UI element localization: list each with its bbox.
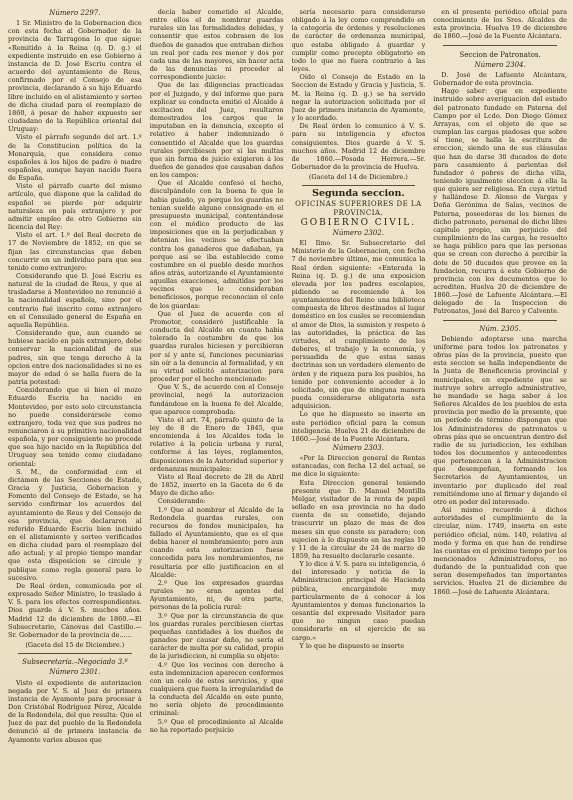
paragraph: Que el Alcalde confesó el hecho, disculpándolo con la buena fe que le habia guiado, ya porque los guardas no tenian sueldo alguno consignado en el presupuesto municipal, contentándose con el módico producto de las imposiciones que en la perjudicaban y detenian los vecinos se efectuaban contra los ganaderos que dañaban, ya porque así se iba establecido como costumbre en el pueblo desde muchos años atrás, autorizando el Ayuntamiento aquellas exacciones, admitidas por los vecinos que lo consideraban beneficiosos, porque reconocian el celo de los guardas: <box>149 179 284 310</box>
gazette-date: (Gaceta del 15 de Diciembre.) <box>25 641 125 650</box>
paragraph: Visto el art. 74, párrafo quinto de la ley de 8 de Enero de 1845, que encomienda á los Alcaldes toda lo relativo á la policía urbana y rural, conforme á las leyes, reglamentos, disposiciones de la Autoridad superior y ordenanzas municipales: <box>149 415 284 473</box>
subsection-heading: Subsecretaría.–Negociado 3.º <box>22 658 128 667</box>
paragraph: «Por la Direccion general de Rentas estancadas, con fecha 12 del actual, se me dice lo siguiente: <box>291 454 426 479</box>
paragraph: sería necesario para considerarse obligado á la ley como comprendido en la categoría de órdenes y resoluciones de carácter de ordenanza municipal, que estaba obligado á guardar y cumplir como precepto obligatorio en todo lo que no fuera contrario á las leyes. <box>291 8 426 74</box>
paragraph: 4.º Que los vecinos con derecho á esta indemnizacion aparecen conformes con un celo de estos servicios, y que cualquiera que fuera la irregularidad de la conducta del Alcalde en este punto, no sería objeto de procedimiento criminal: <box>149 660 284 718</box>
paragraph: Considerando que si bien el mozo Eduardo Escriu ha nacido en Montevideo, por esto solo circunstancia no puede considerársele como extranjero, toda vez que sus padres no renunciaron á su primitiva nacionalidad española, y por consiguiente no procede que sea hijo nacido en la República del Uruguay sea tenido como ciudadano oriental: <box>8 386 142 468</box>
paragraph: Debiendo adoptarse una marcha uniforme para todos los patronatos y obras pías de la provincia, puesto que esta seccion se halla independiente de la Junta de Beneficencia provincial y municipales, en expediente que se instruye sobre arreglo administrativo, he mandado se haga saber á los Señores Alcaldes de los pueblos de esta provincia por medio de la presente, que un período de término dispongan que los Administradores de patronatos u obras pías que se encuentran dentro del radio de su jurisdiccion, les exhiban todos los documentos y antecedentes que pertenezcan á la Administracion que desempeñan, formando los Secretarios de Ayuntamientos, un inventario por duplicado del real remitiéndome uno al firmar y dejando el otro en poder del interesado. <box>433 334 567 506</box>
paragraph: Oído el Consejo de Estado en la Seccion de Estado y Gracia y Justicia, S. M. la Reina (q. D. g.) se ha servido negar la autorizacion solicitada por el Juez de primera instancia de Ayamonte, y lo acordado. <box>291 73 426 123</box>
column-4 <box>433 8 567 792</box>
paragraph: Visto el párrafo segundo del art. 1.º de la Constitucion política de la Monarquía, que considera como españoles á los hijos de padre ó madre españoles, aunque hayan nacido fuera de España. <box>8 133 142 183</box>
paragraph: Que de las diligencias practicadas por el Juzgado, y del informe que para explicar su conducta emitió el Alcalde á excitacion del Juez, resultaron demostrados los cargos que le imputaban en la denuncia, excepto el relativo á haber indemnizado ó consentido el Alcalde que los guardas rurales percibiesen por sí las multas que sin forma de juicio exigieron á los dueños de ganados que causaban daños en los campos: <box>149 81 284 180</box>
section-title: Segunda seccion. <box>312 188 405 200</box>
paragraph: Considerando: <box>157 497 206 506</box>
paragraph: Considerando que D. José Escriu es natural de la ciudad de Reus, y que al trasladarse á Montevideo no renunció á la nacionalidad española, sino por el contrario fué inscrito como extranjero en el Consulado general de España en aquella República. <box>8 272 142 329</box>
column-3 <box>292 8 426 792</box>
article-number: Número 2301. <box>49 668 101 677</box>
article-number: Número 2303. <box>332 443 384 452</box>
article-number: Núm. 2305. <box>479 324 521 333</box>
paragraph: Esta Direccion general teniendo presente que D. Manuel Montilla Melgar, visitador de la renta de papel sellado en esa provincia no ha dado cuenta de su cometido, dejando trascurrir un plazo de mas de dos meses sin que conste su paradero; con sujecion á lo dispuesto en las reglas 10 y 11 de la circular de 24 de marzo de 1859, ha resuelto declararle cesante. <box>291 478 426 560</box>
article-number: Número 2302. <box>332 228 384 237</box>
divider <box>443 320 557 321</box>
paragraph: S. M., de conformidad con el dictámen de las Secciones de Estado, Gracia y Justicia, Gobernacion y Fomento del Consejo de Estado, se ha servido confirmar los acuerdos del ayuntamiento de Reus y del Consejo de esa provincia, que declararon al referido Eduardo Escriu bien incluido en el alistamiento y sorteo verificados en dicha ciudad para el reemplazo del año actual; y al propio tiempo mandar que esta disposicion se circule y publique como regla general para lo sucesivo. <box>8 467 142 582</box>
paragraph: Visto el art. 1.º del Real decreto de 17 de Noviembre de 1852, en que se fijan las circunstancias que deben concurrir en un individuo para que sea tenido como extranjero: <box>8 231 142 272</box>
paragraph: Así mismo recuerdo á dichos autoridades el cumplimiento de la circular, núm. 1749, inserta en este periódico oficial, núm. 140, relativa al modo y forma en que han de rendirse las cuentas en el próximo tiempo por los mencionados Administradores, no dudando de la puntualidad con que seran desempeñados tan importantes servicios. Huelva 21 de diciembre de 1860.—José de Lafuente Alcántara. <box>433 506 567 596</box>
paragraph: De Real órden, comunicada por el expresado Señor Ministro, lo traslado á V. S. para los efectos correspondientes. Dios guarde á V. S. muchos años. Madrid 12 de diciembre de 1860.—El Subsecretario, Cánovas del Castillo.—Sr. Gobernador de la provincia de...... <box>8 581 142 639</box>
paragraph: 2.º Que los expresados guardas rurales no eran agentes del Ayuntamiento, ni, de otra parte, personas de la policía rural: <box>149 578 284 612</box>
paragraph: 1 Sr. Ministro de la Gobernacion dice con esta fecha al Gobernador de la provincia de Tarragona lo que sigue: «Remitido á la Reina (q. D. g.) el expediente instruido en ese Gobierno á instancia de D. José Escriu contra el acuerdo del ayuntamiento de Reus, confirmado por el Consejo de esa provincia, declarando á su hijo Eduardo libre incluido en el alistamiento y sorteo de dicha ciudad para el reemplazo de 1860, á pesar de haber expuesto ser ciudadano de la República oriental del Uruguay: <box>8 19 142 134</box>
paragraph: decia haber cometido el Alcalde, entre ellos el de nombrar guardas rurales sin las formalidades debidas, y consentir que estos cobrasen de los dueños de ganados que entraban dichos un real por cada res menor y dos por cada una de las mayores, sin hacer acta de las denuncias ni proceder al correspondiente juicio: <box>149 8 284 82</box>
column-1 <box>8 8 142 792</box>
section-subtitle: OFICINAS SUPERIORES DE LA PROVINCIA. <box>295 200 422 217</box>
paragraph: De Real órden lo comunico á V. S. para su inteligencia y efectos consiguientes. Dios guarde á V. S. muchos años. Madrid 12 de diciembre de 1860.—Posada Herrera.—Sr. Gobernador de la provincia de Huelva. <box>291 122 426 171</box>
paragraph: Visto el expediente de autorizacion negada por V. S. al Juez de primera instancia de Ayamonte para procesar á Don Cristóbal Rodríguez Pérez, Alcalde de la Redondela, del que resulta: Que el Juez de paz del pueblo de la Redondela denunció al de primera instancia de Ayamonte varios abusos que <box>8 678 142 744</box>
paragraph: Y lo dice á V. S. para su inteligencia, ó del interesado y noticia de la Administracion principal de Hacienda pública, encargándole muy particularmente de á conocer á los Ayuntamientos y demas funcionarios la cesantía del expresado Visitador para que no ningun caso puedan considerarle en el ejercicio de su cargo.» <box>291 560 426 642</box>
paragraph: 1.º Que al nombrar el Alcalde de la Redondela guardas rurales, con recursos de fondos municipales, ha fallado el Ayuntamiento, que es el que debia hacer el nombramiento; pero aun cuando esta autorizacion fuese concedida para los nombramientos, no resultaria por ello justificacion en el Alcalde: <box>149 505 284 579</box>
paragraph: Hago saber: que en expediente instruido sobre averiguacion del estado del patronato fundado en Paterna del Campo por el Lcdo. Don Diego Gómez Arrayas, con el objeto de que se cumplan las cargas piadosas que sobre sí tiene, se halla la escritura de ereccion, siendo una de sus cláusulas que han de darse 30 ducados de dote para casamiento á parientas del fundador ó pobres de dicha villa, teniendo igualmente eleccion á ella la que quiere ser religiosa. En cuya virtud y hallándose D. Alonso de Vargas y Doña Gerónima de Salas, vecinos de Paterna, poseedoras de los bienes de dicho patronato, personal de dicho libre capitulo propio, sin perjuicio del cumplimiento de las cargas, he resuelto se haga público para que las personas que se crean con derecho á percibir la dote de 50 ducados que provee en la fundacion, recurra á este Gobierno de provincia con los documentos que lo acrediten. Huelva 20 de diciembre de 1860.—José de Lafuente Alcántara.—El delegado de la Inspeccion de Patronatos, José del Barco y Calvente. <box>433 87 567 316</box>
paragraph: D. José de Lafuente Alcántara, Gobernador de esta provincia. <box>433 70 567 88</box>
divider <box>18 653 132 654</box>
paragraph: en el presente periódico oficial para conocimiento de los Sres. Alcaldes de esta provincia. Huelva 19 de diciembre de 1860.—José de la Fuente Alcántara. <box>433 8 567 41</box>
columns <box>8 8 567 792</box>
office-heading: GOBIERNO CIVIL. <box>300 217 417 228</box>
paragraph: Que el Juez de acuerdo con el Promotor, consideró justificable la conducta del Alcalde en cuanto habia tolerado la costumbre de que los guardas rurales hiciesen y percibieran por sí y ante sí, funciones pecuniarias sin oír a la denuncia al formalidad, y en su virtud solicitó autorizacion para proceder por el hecho mencionado: <box>149 309 284 384</box>
column-2 <box>150 8 284 792</box>
paragraph: Considerando que, aun cuando se hubiese nacido en país extranjero, debe conservar la nacionalidad de sus padres, sin que tenga derecho á la opcion entre dos nacionalidades si no es mayor de edad ó se halla fuera de la patria potestad: <box>8 329 142 387</box>
paragraph: Lo que he dispuesto se inserte en este periódico oficial para la comun inteligencia. Huelva 21 de diciembre de 1860.—José de la Fuente Alcántara. <box>291 410 426 443</box>
paragraph: El Ilmo. Sr. Subsecretario del Ministerio de la Gobernacion, con fecha 7 de noviembre último, me comunica la Real órden siguiente: «Enterada la Reina (q. D. g.) de una exposicion elevada por los padres escolapios, pidiendo se recomiende á los ayuntamientos del Reino una biblioteca compuesta de libros destinados al lugar doméstico en los cuales se recomiendan el amor de Dios, la sumision y respeto á las autoridades, la práctica de las virtudes, el cumplimiento de los deberes, el trabajo y la economía, y persuadida de que estas sanas doctrinas son un verdadero elemento de órden y de riqueza para los pueblos, ha tenido por conveniente acceder á lo solicitado, sin que de ninguna manera pueda considerarse obligatoria esta adquisicion. <box>291 239 426 411</box>
paragraph: Y lo que he dispuesto se inserte <box>299 641 405 650</box>
article-number: Número 2304. <box>474 60 526 69</box>
paragraph: Visto el párrafo cuarto del mismo artículo, que dispone que la calidad de español se pierde por adquirir naturaleza en país extranjero y por admitir empleo de otro Gobierno sin licencia del Rey: <box>8 182 142 232</box>
paragraph: Visto el Real decreto de 28 de Abril de 1852, inserto en la Gaceta de 6 de Mayo de dicho año: <box>149 472 284 498</box>
gazette-date: (Gaceta del 14 de Diciembre.) <box>308 173 408 182</box>
divider <box>302 185 416 186</box>
paragraph: 3.º Que por la circunstancia de que los guardas rurales percibiesen ciertas pequeñas cantidades á los dueños de ganados por causar daño, no sería el carácter de multa por su calidad, propio de la jurisdiccion, ni cumplia su objeto: <box>149 611 284 661</box>
divider <box>443 45 557 46</box>
paragraph: 5.º Que el procedimiento al Alcalde no ha reportado perjuicio <box>149 717 284 734</box>
paragraph: Que V. S., de acuerdo con el Consejo provincial, negó la autorizacion fundándose en la buena fe del Alcalde, que aparece comprobada: <box>149 383 284 416</box>
article-number: Número 2297. <box>49 9 101 17</box>
section-title: Seccion de Patronatos. <box>459 50 541 59</box>
